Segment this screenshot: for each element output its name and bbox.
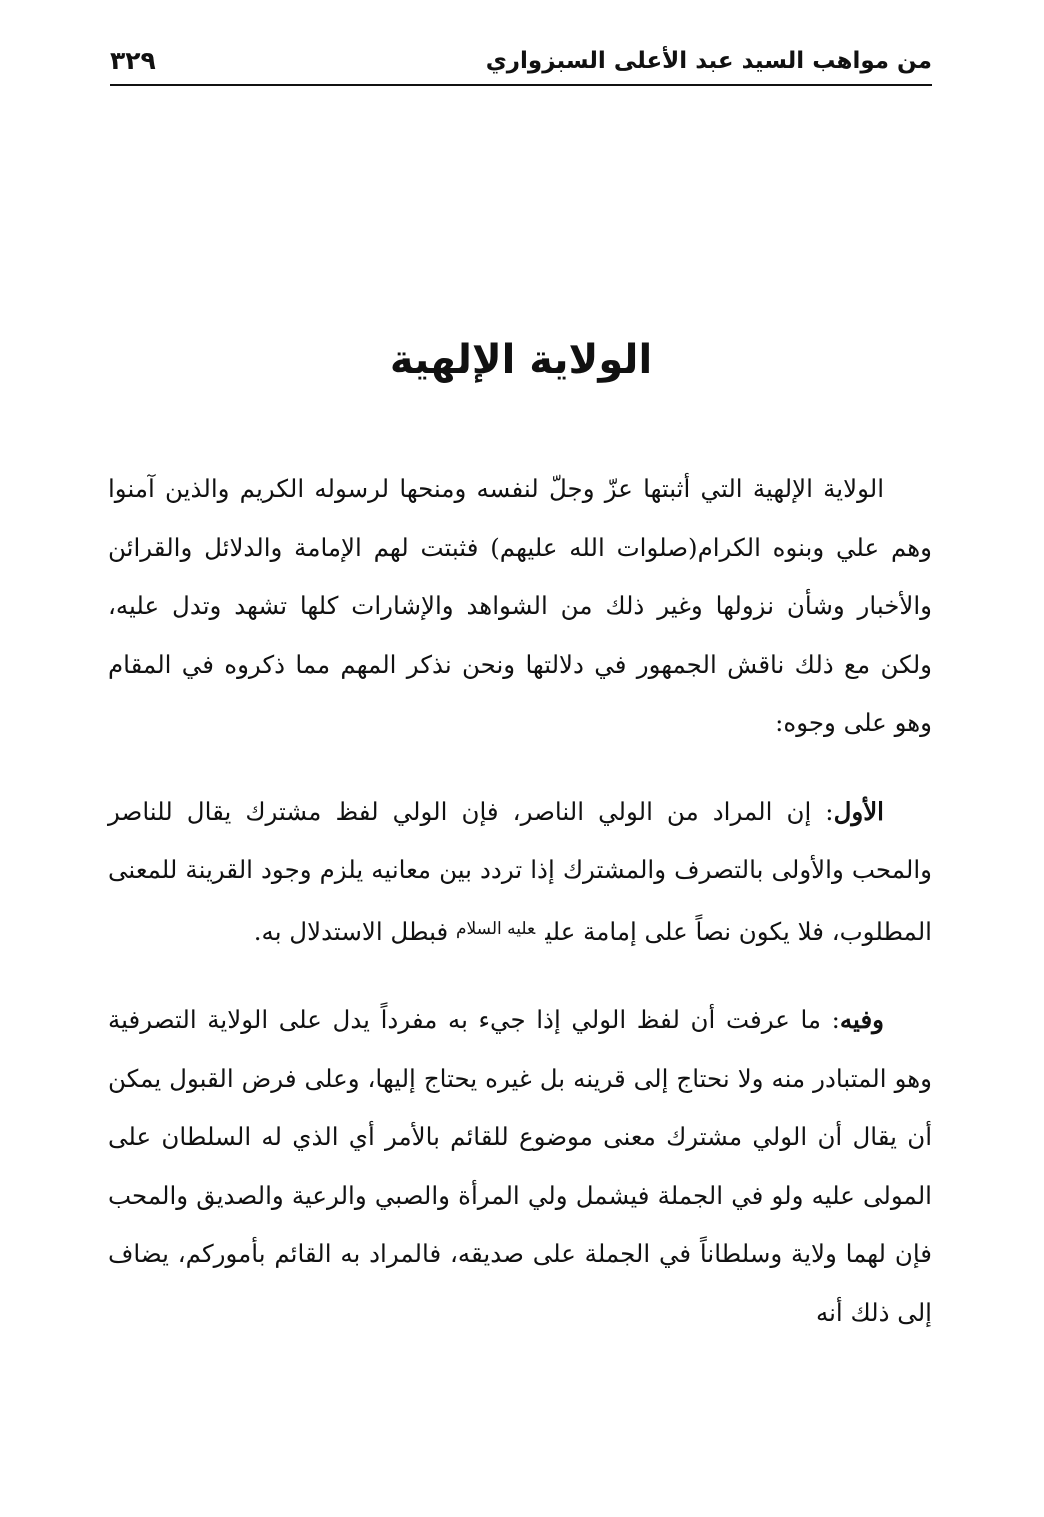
chapter-title: الولاية الإلهية bbox=[389, 337, 653, 383]
paragraph-lead-first: الأول bbox=[833, 796, 884, 826]
paragraph-lead-response: وفيه bbox=[839, 1005, 884, 1034]
paragraph-response bbox=[108, 991, 932, 1342]
honorific-glyph: عليه السلام bbox=[455, 918, 536, 939]
paragraph-intro bbox=[108, 460, 932, 753]
page-number: ٣٢٩ bbox=[110, 46, 156, 75]
body-text bbox=[108, 460, 932, 1342]
paragraph-first-objection bbox=[108, 783, 932, 962]
paragraph-first-text: : إن المراد من الولي الناصر، فإن الولي لفظ مشترك يقال للناصر والمحب والأولى بالتصرف والمشترك إذا تردد بين معانيه يلزم وجود القرينة للمعنى المطلوب، فلا يكون نصاً على إمامة علي bbox=[108, 796, 932, 946]
running-header bbox=[110, 38, 932, 86]
paragraph-response-text: : ما عرفت أن لفظ الولي إذا جيء به مفرداً يدل على الولاية التصرفية وهو المتبادر منه ولا نحتاج إلى قرينه بل غيره يحتاج إليها، وعلى فرض القبول يمكن أن يقال أن الولي مشترك معنى موضوع للقائم بالأمر أي الذي له السلطان على المولى عليه ولو في الجملة فيشمل ولي المرأة والصبي والرعية والصديق والمحب فإن لهما ولاية وسلطاناً في الجملة على صديقه، فالمراد به القائم بأموركم، يضاف إلى ذلك أنه bbox=[108, 1005, 932, 1327]
paragraph-first-tail: فبطل الاستدلال به. bbox=[253, 916, 449, 946]
paragraph-intro-text: الولاية الإلهية التي أثبتها عزّ وجلّ لنفسه ومنحها لرسوله الكريم والذين آمنوا وهم علي وبنوه الكرام(صلوات الله عليهم) فثبتت لهم الإمامة والدلائل والقرائن والأخبار وشأن نزولها وغير ذلك من الشواهد والإشارات كلها تشهد وتدل عليه، ولكن مع ذلك ناقش الجمهور في دلالتها ونحن نذكر المهم مما ذكروه في المقام وهو على وجوه: bbox=[108, 474, 932, 737]
header-book-title: من مواهب السيد عبد الأعلى السبزواري bbox=[485, 48, 932, 74]
